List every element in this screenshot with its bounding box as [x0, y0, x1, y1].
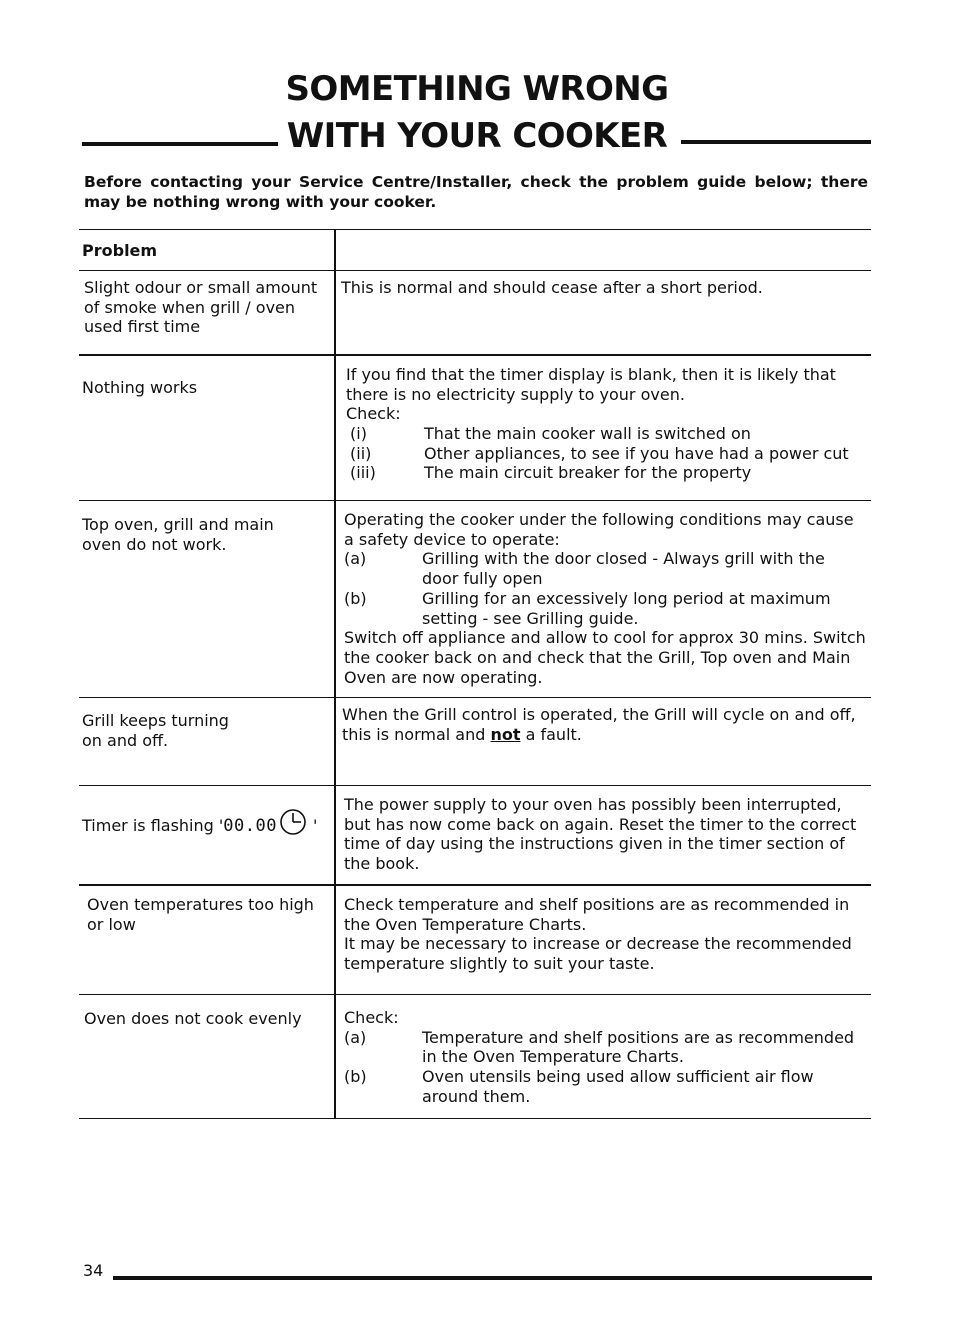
footer-rule: [113, 1276, 872, 1280]
problem-cell: Slight odour or small amount of smoke when grill / oven used first time: [84, 278, 318, 337]
solution-intro: If you find that the timer display is blank, then it is likely that there is no electricity supply to your oven.: [346, 365, 836, 404]
table-rule-bottom: [79, 1118, 871, 1119]
list-item: [346, 463, 866, 483]
table-column-divider: [334, 229, 336, 1119]
table-rule-1: [79, 354, 871, 356]
list-item-text: That the main cooker wall is switched on: [424, 424, 751, 444]
table-rule-header: [79, 270, 871, 271]
list-item-label: (b): [344, 588, 367, 608]
list-item-label: (a): [344, 1027, 367, 1047]
solution-text: It may be necessary to increase or decrease the recommended temperature slightly to suit your taste.: [344, 934, 852, 974]
solution-cell: [344, 895, 868, 974]
table-rule-6: [79, 994, 871, 995]
list-item-text: Grilling for an excessively long period at maximum setting - see Grilling guide.: [422, 588, 831, 628]
list-item-label: (b): [344, 1067, 367, 1087]
list-item: [344, 1067, 868, 1106]
list-item-text: Grilling with the door closed - Always grill with the door fully open: [422, 549, 825, 589]
solution-cell: [346, 365, 866, 483]
timer-problem-text: Timer is flashing ': [82, 816, 224, 835]
title-rule-right: [681, 140, 871, 144]
list-item-text: The main circuit breaker for the property: [424, 463, 752, 483]
table-rule-top: [79, 229, 871, 230]
list-item: [346, 444, 866, 464]
problem-cell: Nothing works: [82, 378, 198, 397]
solution-intro: Operating the cooker under the following conditions may cause a safety device to operate:: [344, 510, 854, 549]
solution-text: When the Grill control is operated, the Grill will cycle on and off, this is normal and: [342, 705, 856, 744]
solution-cell: [344, 1008, 868, 1106]
check-label: Check:: [346, 404, 401, 424]
timer-problem-quote: ': [312, 816, 318, 835]
list-item: [344, 589, 868, 628]
problem-cell: Grill keeps turning on and off.: [82, 711, 229, 750]
table-rule-4: [79, 785, 871, 786]
clock-icon: [279, 809, 307, 835]
list-item: [346, 424, 866, 444]
solution-cell: [344, 510, 868, 687]
list-item-label: (i): [350, 424, 367, 444]
table-rule-5: [79, 884, 871, 886]
list-item-label: (a): [344, 549, 367, 569]
solution-outro: Switch off appliance and allow to cool for approx 30 mins. Switch the cooker back on and check that the Grill, Top oven and Main Oven are now operating.: [344, 628, 866, 687]
table-header-problem: Problem: [82, 241, 158, 260]
solution-text-end: a fault.: [520, 724, 582, 744]
list-item-text: Oven utensils being used allow sufficient air flow around them.: [422, 1067, 814, 1106]
check-label: Check:: [344, 1008, 399, 1027]
list-item-label: (iii): [350, 463, 376, 483]
title-rule-left: [82, 142, 278, 146]
problem-cell: Top oven, grill and main oven do not work.: [82, 515, 274, 554]
problem-cell: [82, 809, 332, 837]
solution-cell: This is normal and should cease after a short period.: [341, 278, 763, 297]
solution-cell: [342, 705, 866, 744]
timer-display-digits: 00.00: [223, 816, 277, 836]
page-number: 34: [83, 1261, 104, 1280]
intro-text: Before contacting your Service Centre/Installer, check the problem guide below; there may be nothing wrong with your cooker.: [84, 173, 868, 211]
title-line-1: SOMETHING WRONG: [285, 69, 669, 109]
problem-cell: Oven temperatures too high or low: [87, 895, 314, 934]
problem-cell: Oven does not cook evenly: [84, 1009, 302, 1028]
table-rule-3: [79, 697, 871, 698]
solution-cell: The power supply to your oven has possibly been interrupted, but has now come back on again. Reset the timer to the correct time of day using the instructions given in the timer section of the book.: [344, 795, 857, 874]
list-item-label: (ii): [350, 443, 372, 463]
list-item-text: Temperature and shelf positions are as recommended in the Oven Temperature Charts.: [422, 1027, 855, 1067]
title-line-2: WITH YOUR COOKER: [286, 116, 668, 156]
list-item-text: Other appliances, to see if you have had a power cut: [424, 443, 849, 463]
table-rule-2: [79, 500, 871, 501]
list-item: [344, 1028, 868, 1067]
emphasis-not: not: [490, 724, 521, 744]
page-title: [0, 66, 954, 162]
solution-text: Check temperature and shelf positions are as recommended in the Oven Temperature Charts.: [344, 895, 850, 934]
list-item: [344, 549, 868, 588]
